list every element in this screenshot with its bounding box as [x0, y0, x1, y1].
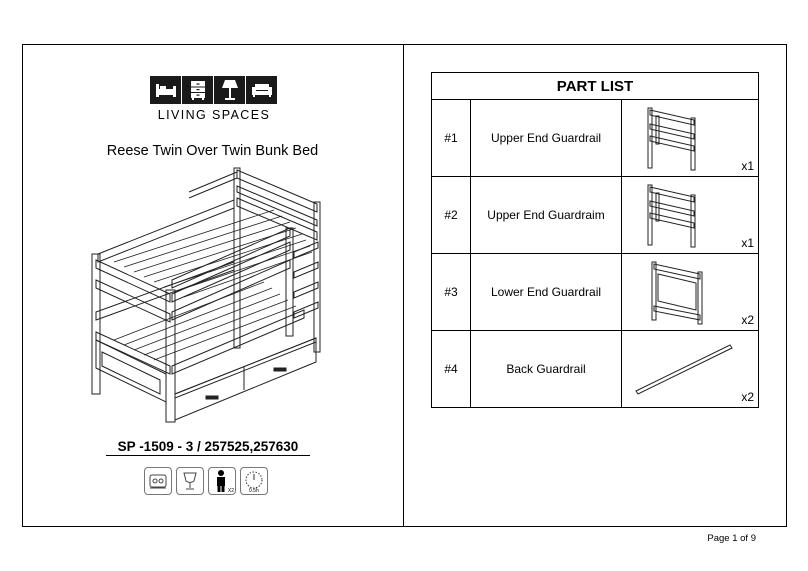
product-title: Reese Twin Over Twin Bunk Bed	[106, 143, 319, 159]
page-number: Page 1 of 9	[707, 533, 756, 544]
part-name: Back Guardrail	[471, 331, 622, 408]
fragile-glass-icon	[176, 467, 204, 495]
two-person-tools-icon	[144, 467, 172, 495]
part-image-cell	[622, 100, 759, 177]
part-list-table	[431, 72, 759, 408]
sofa-icon	[246, 76, 277, 104]
part-name: Upper End Guardrail	[471, 100, 622, 177]
bunk-bed-illustration	[84, 162, 324, 432]
two-person-icon	[208, 467, 236, 495]
product-sku: SP -1509 - 3 / 257525,257630	[106, 439, 310, 456]
panel-divider	[403, 44, 404, 527]
table-row	[432, 177, 759, 254]
brand-name: LIVING SPACES	[157, 108, 271, 122]
back-guardrail-icon	[634, 341, 734, 397]
part-number: #4	[432, 331, 471, 408]
end-guardrail-icon	[646, 183, 701, 249]
part-name: Upper End Guardraim	[471, 177, 622, 254]
part-qty: x2	[741, 390, 754, 404]
dresser-icon	[182, 76, 213, 104]
lamp-icon	[214, 76, 245, 104]
part-list-title: PART LIST	[432, 73, 759, 100]
part-qty: x2	[741, 313, 754, 327]
part-number: #2	[432, 177, 471, 254]
part-image-cell	[622, 254, 759, 331]
end-guardrail-icon	[646, 106, 701, 172]
part-name: Lower End Guardrail	[471, 254, 622, 331]
clock-icon	[240, 467, 268, 495]
brand-logo	[150, 76, 280, 122]
table-row	[432, 100, 759, 177]
part-qty: x1	[741, 236, 754, 250]
part-number: #1	[432, 100, 471, 177]
part-image-cell	[622, 331, 759, 408]
lower-end-guardrail-icon	[650, 260, 708, 326]
bed-icon	[150, 76, 181, 104]
table-row	[432, 254, 759, 331]
part-number: #3	[432, 254, 471, 331]
part-qty: x1	[741, 159, 754, 173]
part-image-cell	[622, 177, 759, 254]
time-label: 0.5h	[249, 488, 259, 494]
person-count-label: X2	[227, 488, 234, 494]
table-row	[432, 331, 759, 408]
assembly-requirements	[144, 467, 268, 495]
